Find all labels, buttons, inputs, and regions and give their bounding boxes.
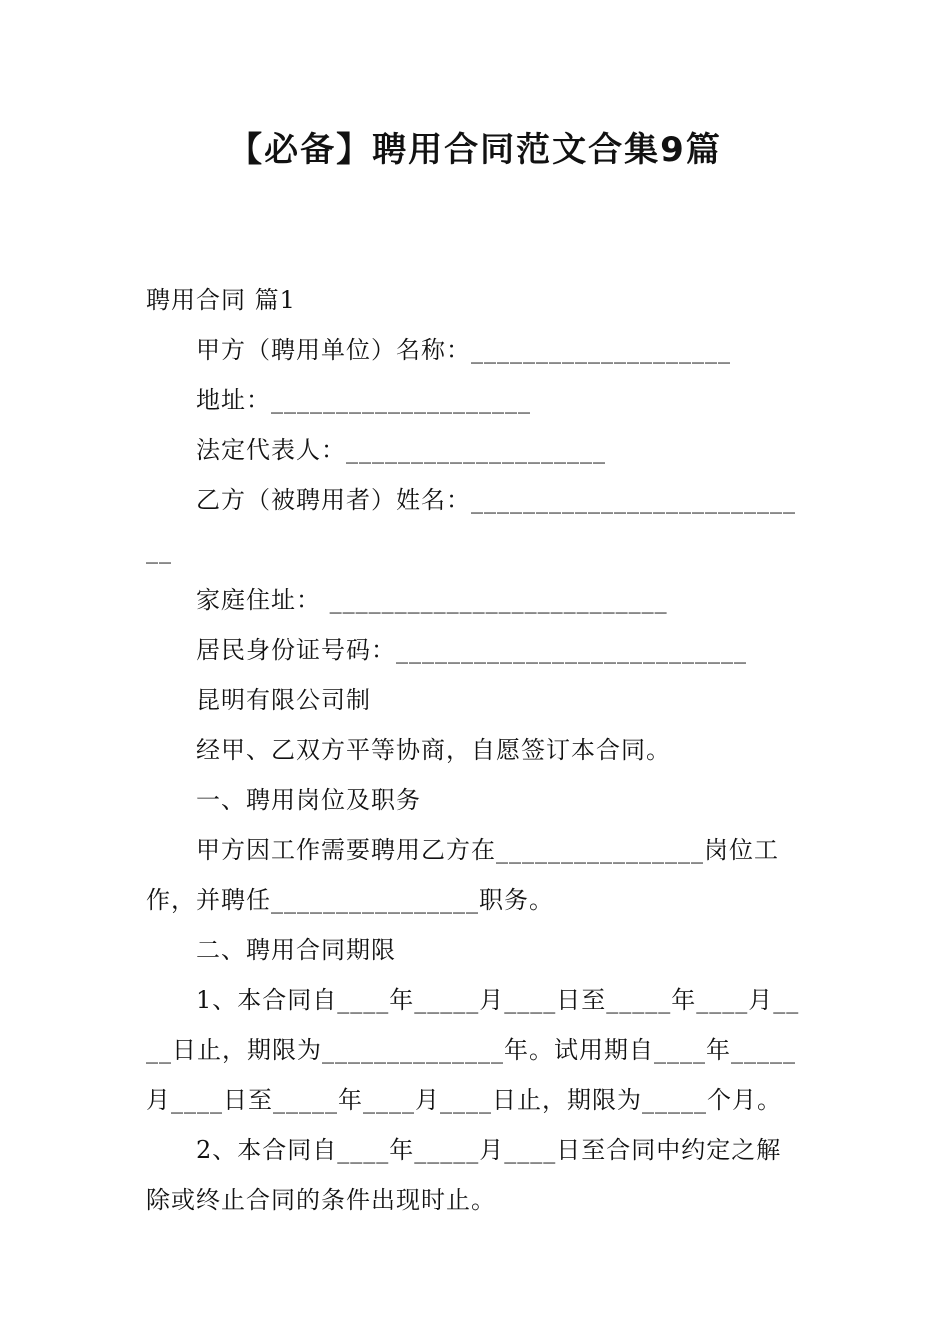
term-paragraph-line: 月____日至_____年____月____日止，期限为_____个月。 [146, 1086, 782, 1114]
employee-name-line-cont: __ [146, 536, 172, 564]
employer-name-line: 甲方（聘用单位）名称：____________________ [196, 336, 731, 364]
employee-name-line: 乙方（被聘用者）姓名：_________________________ [196, 486, 796, 514]
home-address-line: 家庭住址： __________________________ [196, 586, 668, 614]
term-paragraph-2-line: 除或终止合同的条件出现时止。 [146, 1186, 496, 1214]
term-paragraph-line: __日止，期限为______________年。试用期自____年_____ [146, 1036, 796, 1064]
position-paragraph-line: 作，并聘任________________职务。 [146, 886, 554, 914]
section-heading: 聘用合同 篇1 [146, 286, 296, 314]
document-title: 【必备】聘用合同范文合集9篇 [228, 130, 722, 170]
legal-rep-line: 法定代表人：____________________ [196, 436, 606, 464]
term-paragraph-line: 1、本合同自____年_____月____日至_____年____月__ [196, 986, 800, 1014]
position-paragraph-line: 甲方因工作需要聘用乙方在________________岗位工 [196, 836, 779, 864]
agreement-paragraph: 经甲、乙双方平等协商，自愿签订本合同。 [196, 736, 671, 764]
company-line: 昆明有限公司制 [196, 686, 371, 714]
clause-two-heading: 二、聘用合同期限 [196, 936, 396, 964]
clause-one-heading: 一、聘用岗位及职务 [196, 786, 421, 814]
id-number-line: 居民身份证号码：___________________________ [196, 636, 747, 664]
term-paragraph-2-line: 2、本合同自____年_____月____日至合同中约定之解 [196, 1136, 782, 1164]
address-line: 地址：____________________ [196, 386, 531, 414]
